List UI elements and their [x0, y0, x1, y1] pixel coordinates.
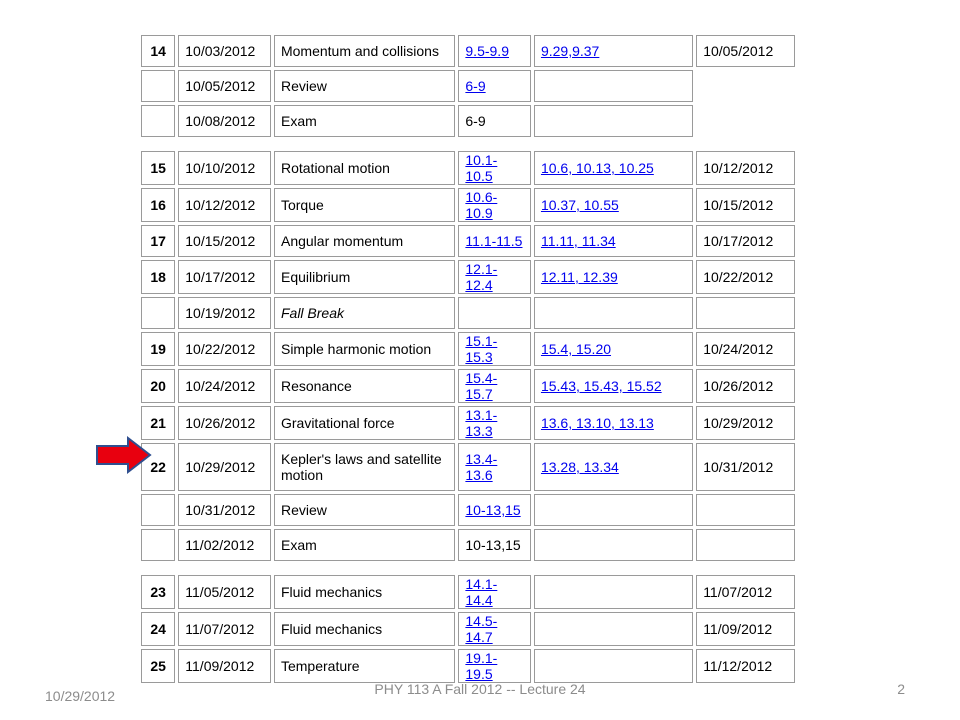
lecture-number-cell: 24 [141, 612, 175, 646]
date-cell: 11/07/2012 [178, 612, 271, 646]
homework-cell-link[interactable]: 12.11, 12.39 [540, 269, 618, 285]
table-row [141, 332, 795, 366]
homework-cell-link[interactable]: 15.43, 15.43, 15.52 [540, 378, 662, 394]
lecture-number-cell: 22 [141, 443, 175, 491]
due-date-cell: 10/26/2012 [696, 369, 795, 403]
homework-cell [534, 70, 693, 102]
reading-cell [458, 649, 531, 683]
due-date-cell [696, 529, 795, 561]
lecture-number-cell: 18 [141, 260, 175, 294]
lecture-number-cell: 21 [141, 406, 175, 440]
reading-cell-link[interactable]: 13.1-13.3 [465, 407, 498, 439]
homework-cell [534, 406, 693, 440]
reading-cell [458, 443, 531, 491]
date-cell: 10/24/2012 [178, 369, 271, 403]
reading-cell [458, 494, 531, 526]
topic-cell: Simple harmonic motion [274, 332, 455, 366]
homework-cell [534, 443, 693, 491]
homework-cell [534, 225, 693, 257]
table-row [141, 105, 795, 137]
table-row [141, 225, 795, 257]
due-date-cell: 10/24/2012 [696, 332, 795, 366]
date-cell: 11/09/2012 [178, 649, 271, 683]
table-row [141, 612, 795, 646]
due-date-cell: 10/22/2012 [696, 260, 795, 294]
homework-cell [534, 529, 693, 561]
table-row [141, 35, 795, 67]
due-date-cell: 10/31/2012 [696, 443, 795, 491]
homework-cell-link[interactable]: 13.6, 13.10, 13.13 [540, 415, 654, 431]
reading-cell [458, 35, 531, 67]
footer-page-number: 2 [897, 681, 905, 697]
homework-cell-link[interactable]: 15.4, 15.20 [540, 341, 612, 357]
lecture-number-cell [141, 494, 175, 526]
schedule-table [138, 32, 798, 686]
date-cell: 11/02/2012 [178, 529, 271, 561]
schedule-table-container [138, 32, 798, 682]
reading-cell [458, 297, 531, 329]
right-arrow-icon [96, 437, 152, 473]
reading-cell [458, 70, 531, 102]
reading-cell [458, 225, 531, 257]
footer-title: PHY 113 A Fall 2012 -- Lecture 24 [374, 681, 586, 697]
date-cell: 10/10/2012 [178, 151, 271, 185]
due-date-cell: 11/12/2012 [696, 649, 795, 683]
reading-cell-link[interactable]: 10.6-10.9 [465, 189, 498, 221]
topic-cell: Fluid mechanics [274, 612, 455, 646]
lecture-number-cell [141, 297, 175, 329]
table-row [141, 649, 795, 683]
topic-cell: Fall Break [274, 297, 455, 329]
spacer-row [141, 140, 795, 148]
homework-cell [534, 494, 693, 526]
homework-cell [534, 188, 693, 222]
footer-date: 10/29/2012 [45, 688, 116, 704]
reading-cell [458, 612, 531, 646]
date-cell: 11/05/2012 [178, 575, 271, 609]
lecture-number-cell [141, 529, 175, 561]
reading-cell [458, 406, 531, 440]
topic-cell: Review [274, 494, 455, 526]
spacer-cell [141, 140, 795, 148]
reading-cell [458, 575, 531, 609]
topic-cell: Torque [274, 188, 455, 222]
reading-cell-link[interactable]: 9.5-9.9 [465, 43, 509, 59]
table-row [141, 260, 795, 294]
lecture-number-cell: 25 [141, 649, 175, 683]
spacer-row [141, 564, 795, 572]
homework-cell [534, 612, 693, 646]
lecture-number-cell: 23 [141, 575, 175, 609]
date-cell: 10/17/2012 [178, 260, 271, 294]
date-cell: 10/15/2012 [178, 225, 271, 257]
spacer-cell [141, 564, 795, 572]
table-row [141, 406, 795, 440]
lecture-number-cell [141, 105, 175, 137]
due-empty-cell [696, 70, 795, 102]
homework-cell [534, 297, 693, 329]
table-row [141, 297, 795, 329]
lecture-number-cell: 20 [141, 369, 175, 403]
reading-cell-link[interactable]: 11.1-11.5 [465, 233, 523, 249]
lecture-number-cell [141, 70, 175, 102]
homework-cell-link[interactable]: 13.28, 13.34 [540, 459, 619, 475]
topic-cell: Angular momentum [274, 225, 455, 257]
date-cell: 10/31/2012 [178, 494, 271, 526]
due-date-cell: 10/17/2012 [696, 225, 795, 257]
reading-cell-link[interactable]: 6-9 [465, 78, 486, 94]
reading-cell [458, 332, 531, 366]
topic-cell: Fluid mechanics [274, 575, 455, 609]
reading-cell-link[interactable]: 14.5-14.7 [465, 613, 498, 645]
homework-cell-link[interactable]: 10.37, 10.55 [540, 197, 619, 213]
reading-cell-link[interactable]: 15.4-15.7 [465, 370, 498, 402]
table-row [141, 529, 795, 561]
reading-cell-link[interactable]: 10.1-10.5 [465, 152, 498, 184]
reading-cell-link[interactable]: 10-13,15 [465, 502, 521, 518]
topic-cell: Kepler's laws and satellite motion [274, 443, 455, 491]
lecture-number-cell: 19 [141, 332, 175, 366]
date-cell: 10/26/2012 [178, 406, 271, 440]
homework-cell [534, 369, 693, 403]
arrow-shape [97, 438, 150, 472]
reading-cell-link[interactable]: 14.1-14.4 [465, 576, 498, 608]
homework-cell-link[interactable]: 11.11, 11.34 [540, 233, 616, 249]
topic-cell: Gravitational force [274, 406, 455, 440]
reading-cell [458, 260, 531, 294]
table-row [141, 369, 795, 403]
lecture-number-cell: 17 [141, 225, 175, 257]
topic-cell: Rotational motion [274, 151, 455, 185]
date-cell: 10/22/2012 [178, 332, 271, 366]
reading-cell-link[interactable]: 15.1-15.3 [465, 333, 498, 365]
due-date-cell: 11/07/2012 [696, 575, 795, 609]
reading-cell [458, 188, 531, 222]
due-date-cell [696, 494, 795, 526]
topic-cell: Equilibrium [274, 260, 455, 294]
lecture-number-cell: 14 [141, 35, 175, 67]
lecture-number-cell: 15 [141, 151, 175, 185]
homework-cell [534, 332, 693, 366]
due-date-cell: 10/15/2012 [696, 188, 795, 222]
table-row [141, 151, 795, 185]
table-row [141, 575, 795, 609]
homework-cell [534, 35, 693, 67]
date-cell: 10/29/2012 [178, 443, 271, 491]
topic-cell: Review [274, 70, 455, 102]
lecture-number-cell: 16 [141, 188, 175, 222]
topic-cell: Resonance [274, 369, 455, 403]
due-date-cell: 11/09/2012 [696, 612, 795, 646]
topic-cell: Exam [274, 529, 455, 561]
reading-cell-link[interactable]: 12.1-12.4 [465, 261, 498, 293]
due-date-cell: 10/05/2012 [696, 35, 795, 67]
table-row [141, 443, 795, 491]
homework-cell [534, 575, 693, 609]
reading-cell [458, 151, 531, 185]
homework-cell [534, 649, 693, 683]
due-date-cell: 10/12/2012 [696, 151, 795, 185]
date-cell: 10/03/2012 [178, 35, 271, 67]
table-row [141, 188, 795, 222]
topic-cell: Exam [274, 105, 455, 137]
reading-cell-link[interactable]: 19.1-19.5 [465, 650, 498, 682]
reading-cell [458, 369, 531, 403]
due-date-cell [696, 297, 795, 329]
homework-cell-link[interactable]: 9.29,9.37 [540, 43, 600, 59]
reading-cell: 6-9 [458, 105, 531, 137]
topic-cell: Temperature [274, 649, 455, 683]
reading-cell: 10-13,15 [458, 529, 531, 561]
due-empty-cell [696, 105, 795, 137]
table-row [141, 70, 795, 102]
homework-cell [534, 151, 693, 185]
date-cell: 10/05/2012 [178, 70, 271, 102]
topic-cell: Momentum and collisions [274, 35, 455, 67]
date-cell: 10/19/2012 [178, 297, 271, 329]
date-cell: 10/08/2012 [178, 105, 271, 137]
reading-cell-link[interactable]: 13.4-13.6 [465, 451, 498, 483]
homework-cell [534, 260, 693, 294]
date-cell: 10/12/2012 [178, 188, 271, 222]
homework-cell [534, 105, 693, 137]
homework-cell-link[interactable]: 10.6, 10.13, 10.25 [540, 160, 654, 176]
table-row [141, 494, 795, 526]
due-date-cell: 10/29/2012 [696, 406, 795, 440]
